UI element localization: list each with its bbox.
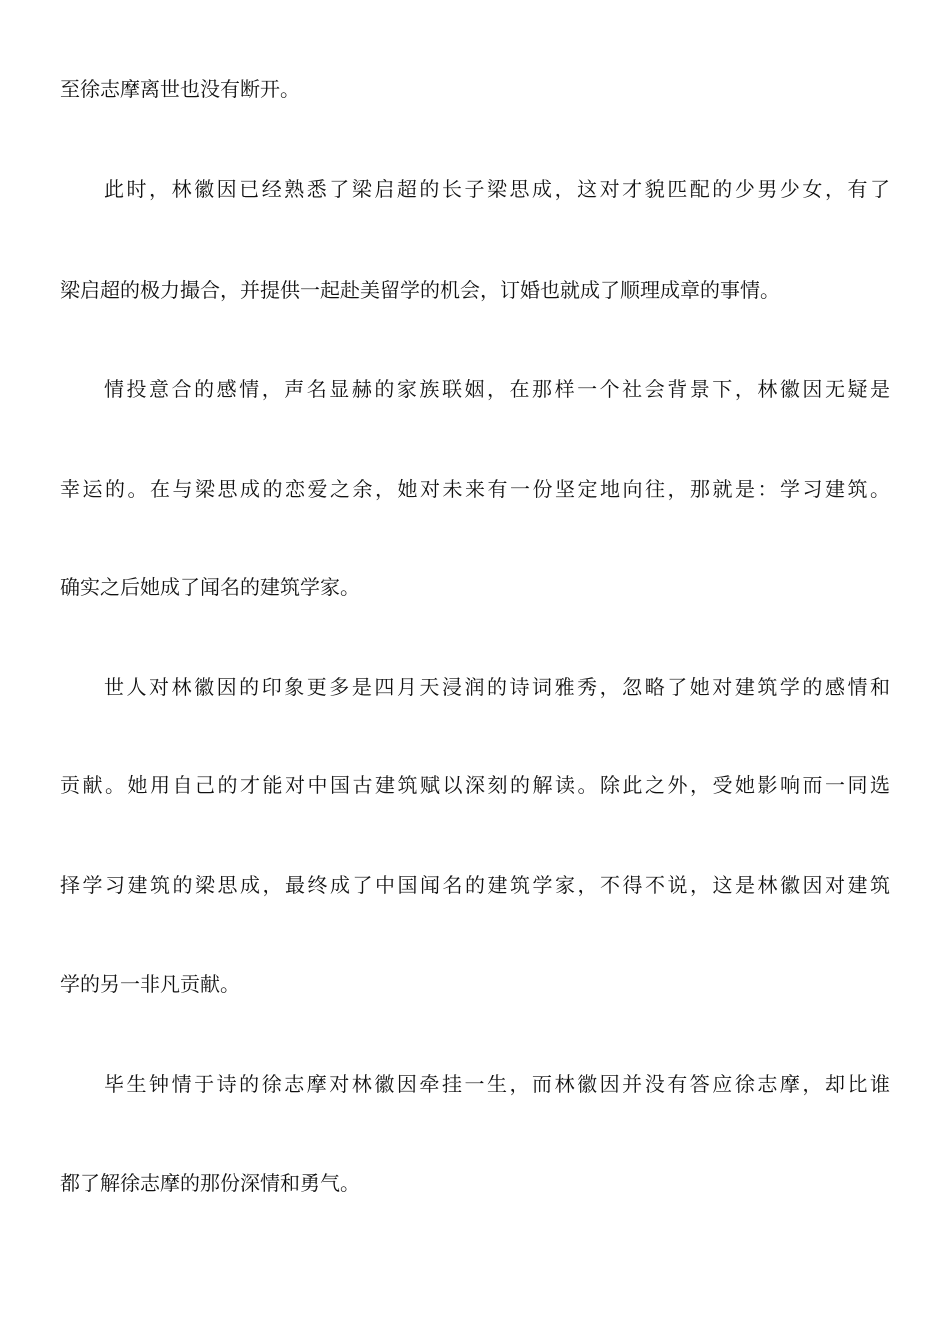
text-line: 确实之后她成了闻名的建筑学家。 <box>60 575 360 599</box>
text-line: 梁启超的极力撮合，并提供一起赴美留学的机会，订婚也就成了顺理成章的事情。 <box>60 278 780 302</box>
text-line: 都了解徐志摩的那份深情和勇气。 <box>60 1171 360 1195</box>
text-line: 择学习建筑的梁思成，最终成了中国闻名的建筑学家，不得不说，这是林徽因对建筑 <box>60 873 890 897</box>
text-line: 贡献。她用自己的才能对中国古建筑赋以深刻的解读。除此之外，受她影响而一同选 <box>60 773 890 797</box>
paragraph-first-line: 世人对林徽因的印象更多是四月天浸润的诗词雅秀，忽略了她对建筑学的感情和 <box>104 675 890 699</box>
paragraph-first-line: 此时，林徽因已经熟悉了梁启超的长子梁思成，这对才貌匹配的少男少女，有了 <box>104 177 890 201</box>
text-line: 幸运的。在与梁思成的恋爱之余，她对未来有一份坚定地向往，那就是：学习建筑。 <box>60 477 890 501</box>
paragraph-first-line: 毕生钟情于诗的徐志摩对林徽因牵挂一生，而林徽因并没有答应徐志摩，却比谁 <box>104 1072 890 1096</box>
paragraph-first-line: 情投意合的感情，声名显赫的家族联姻，在那样一个社会背景下，林徽因无疑是 <box>104 377 890 401</box>
text-line: 至徐志摩离世也没有断开。 <box>60 77 300 101</box>
text-line: 学的另一非凡贡献。 <box>60 972 240 996</box>
